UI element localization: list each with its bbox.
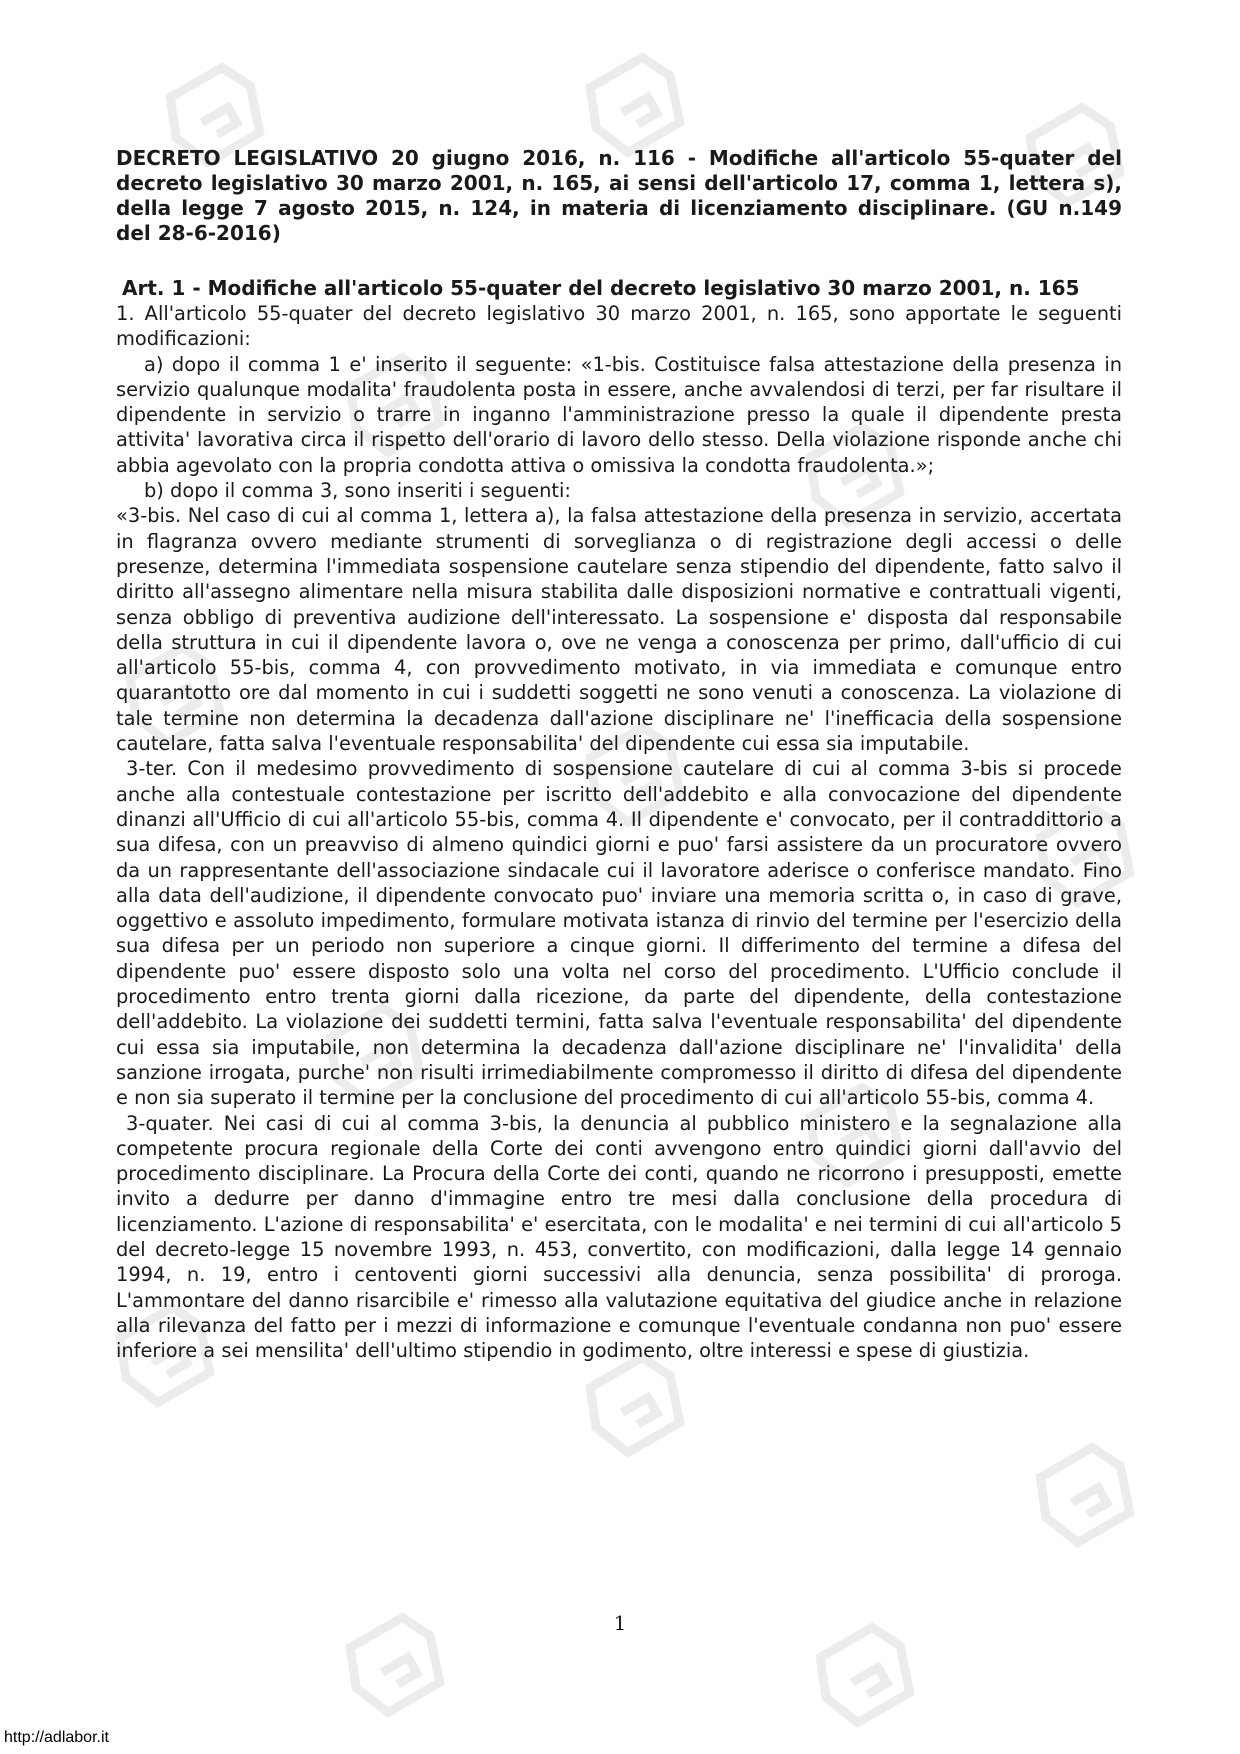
document-page — [116, 146, 1122, 1363]
paragraph-lettera-b: b) dopo il comma 3, sono inseriti i seguenti: — [144, 479, 571, 503]
document-title: DECRETO LEGISLATIVO 20 giugno 2016, n. 116 - Modifiche all'articolo 55-quater del decreto legislativo 30 marzo 2001, n. 165, ai sensi dell'articolo 17, comma 1, lettera s), della legge 7 agosto 2015, n. 124, in materia di licenziamento disciplinare. (GU n.149 del 28-6-2016) — [116, 146, 1122, 245]
article-heading: Art. 1 - Modifiche all'articolo 55-quater del decreto legislativo 30 marzo 2001, n. 165 — [122, 276, 1080, 300]
paragraph-comma-1: 1. All'articolo 55-quater del decreto legislativo 30 marzo 2001, n. 165, sono apportate le seguenti modificazioni: — [116, 302, 1122, 351]
paragraph-lettera-a: a) dopo il comma 1 e' inserito il seguente: «1-bis. Costituisce falsa attestazione della presenza in servizio qualunque modalita' fraudolenta posta in essere, anche avvalendosi di terzi, per far risultare il dipendente in servizio o trarre in inganno l'amministrazione presso la quale il dipendente presta attivita' lavorativa circa il rispetto dell'orario di lavoro dello stesso. Della violazione risponde anche chi abbia agevolato con la propria condotta attiva o omissiva la condotta fraudolenta.»; — [116, 352, 1122, 477]
paragraph-3-bis: «3-bis. Nel caso di cui al comma 1, lettera a), la falsa attestazione della presenza in servizio, accertata in flagranza ovvero mediante strumenti di sorveglianza o di registrazione degli accessi o delle presenze, determina l'immediata sospensione cautelare senza stipendio del dipendente, fatto salvo il diritto all'assegno alimentare nella misura stabilita dalle disposizioni normative e contrattuali vigenti, senza obbligo di preventiva audizione dell'interessato. La sospensione e' disposta dal responsabile della struttura in cui il dipendente lavora o, ove ne venga a conoscenza per primo, dall'ufficio di cui all'articolo 55-bis, comma 4, con provvedimento motivato, in via immediata e comunque entro quarantotto ore dal momento in cui i suddetti soggetti ne sono venuti a conoscenza. La violazione di tale termine non determina la decadenza dall'azione disciplinare ne' l'inefficacia della sospensione cautelare, fatta salva l'eventuale responsabilita' del dipendente cui essa sia imputabile. — [116, 504, 1122, 756]
paragraph-3-quater: 3-quater. Nei casi di cui al comma 3-bis, la denuncia al pubblico ministero e la segnalazione alla competente procura regionale della Corte dei conti avvengono entro quindici giorni dall'avvio del procedimento disciplinare. La Procura della Corte dei conti, quando ne ricorrono i presupposti, emette invito a dedurre per danno d'immagine entro tre mesi dalla conclusione della procedura di licenziamento. L'azione di responsabilita' e' esercitata, con le modalita' e nei termini di cui all'articolo 5 del decreto-legge 15 novembre 1993, n. 453, convertito, con modificazioni, dalla legge 14 gennaio 1994, n. 19, entro i centoventi giorni successivi alla denuncia, senza possibilita' di proroga. L'ammontare del danno risarcibile e' rimesso alla valutazione equitativa del giudice anche in relazione alla rilevanza del fatto per i mezzi di informazione e comunque l'eventuale condanna non puo' essere inferiore a sei mensilita' dell'ultimo stipendio in godimento, oltre interessi e spese di giustizia. — [116, 1111, 1122, 1363]
page-number: 1 — [613, 1611, 627, 1635]
footer-url-link[interactable]: http://adlabor.it — [4, 1729, 109, 1746]
article-body — [116, 301, 1122, 1363]
watermark-logo-icon — [1010, 1420, 1160, 1570]
paragraph-3-ter: 3-ter. Con il medesimo provvedimento di sospensione cautelare di cui al comma 3-bis si procede anche alla contestuale contestazione per iscritto dell'addebito e alla convocazione del dipendente dinanzi all'Ufficio di cui all'articolo 55-bis, comma 4. Il dipendente e' convocato, per il contraddittorio a sua difesa, con un preavviso di almeno quindici giorni e puo' farsi assistere da un procuratore ovvero da un rappresentante dell'associazione sindacale cui il lavoratore aderisce o conferisce mandato. Fino alla data dell'audizione, il dipendente convocato puo' inviare una memoria scritta o, in caso di grave, oggettivo e assoluto impedimento, formulare motivata istanza di rinvio del termine per l'esercizio della sua difesa per un periodo non superiore a cinque giorni. Il differimento del termine a difesa del dipendente puo' essere disposto solo una volta nel corso del procedimento. L'Ufficio conclude il procedimento entro trenta giorni dalla ricezione, da parte del dipendente, della contestazione dell'addebito. La violazione dei suddetti termini, fatta salva l'eventuale responsabilita' del dipendente cui essa sia imputabile, non determina la decadenza dall'azione disciplinare ne' l'invalidita' della sanzione irrogata, purche' non risulti irrimediabilmente compromesso il diritto di difesa del dipendente e non sia superato il termine per la conclusione del procedimento di cui all'articolo 55-bis, comma 4. — [116, 757, 1122, 1110]
